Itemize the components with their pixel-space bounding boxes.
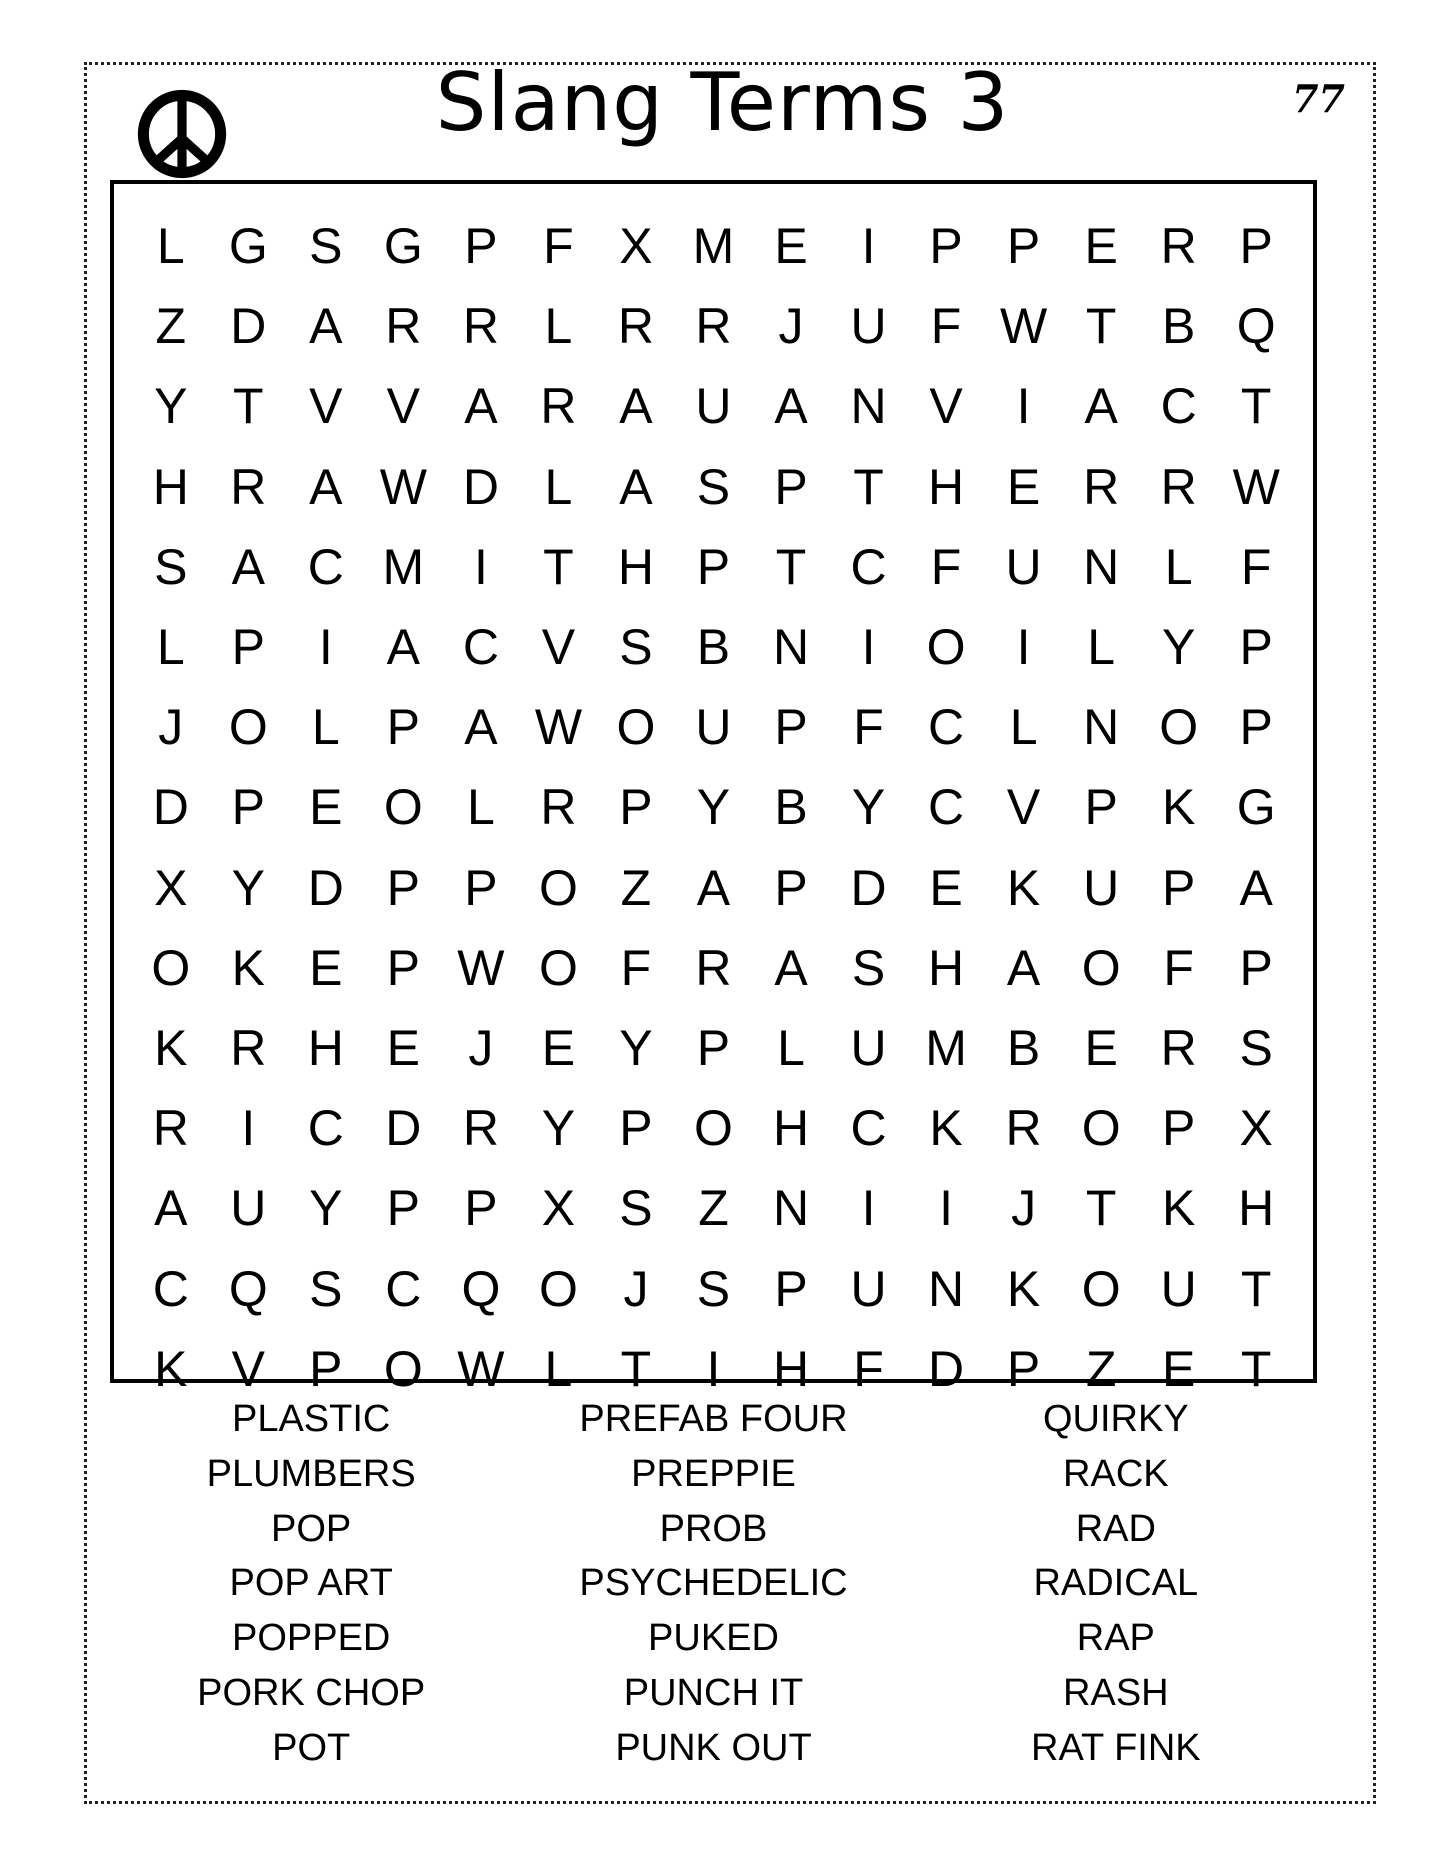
grid-letter[interactable]: P — [774, 859, 808, 916]
grid-letter[interactable]: O — [538, 859, 578, 916]
grid-letter[interactable]: U — [850, 1260, 887, 1317]
grid-row — [132, 286, 1295, 366]
grid-letter[interactable]: E — [1006, 458, 1041, 515]
grid-letter[interactable]: N — [1083, 538, 1120, 595]
grid-letter[interactable]: A — [1239, 859, 1273, 916]
grid-letter[interactable]: O — [383, 779, 423, 836]
grid-letter[interactable]: P — [386, 699, 421, 756]
grid-letter[interactable]: A — [619, 458, 653, 515]
word-list-item: RACK — [1063, 1452, 1169, 1495]
grid-letter[interactable]: T — [1240, 378, 1272, 435]
grid-letter[interactable]: V — [541, 619, 576, 676]
grid-row — [132, 928, 1295, 1008]
grid-letter[interactable]: Y — [851, 779, 886, 836]
grid-letter[interactable]: W — [457, 1340, 505, 1397]
grid-letter[interactable]: G — [1236, 779, 1276, 836]
grid-letter[interactable]: U — [1005, 538, 1042, 595]
grid-letter[interactable]: W — [1000, 298, 1048, 355]
grid-letter[interactable]: O — [1159, 699, 1199, 756]
grid-row — [132, 1168, 1295, 1248]
grid-letter[interactable]: U — [1160, 1260, 1197, 1317]
grid-letter[interactable]: C — [307, 1100, 344, 1157]
grid-letter[interactable]: S — [851, 939, 886, 996]
grid-letter[interactable]: W — [534, 699, 583, 756]
letter-grid — [110, 180, 1317, 1397]
grid-letter[interactable]: A — [774, 378, 808, 435]
grid-letter[interactable]: I — [241, 1100, 256, 1157]
grid-letter[interactable]: P — [231, 619, 265, 676]
grid-letter[interactable]: V — [231, 1340, 265, 1397]
grid-row — [132, 366, 1295, 446]
grid-letter[interactable]: J — [1011, 1180, 1037, 1237]
grid-letter[interactable]: U — [695, 378, 732, 435]
grid-letter[interactable]: R — [540, 378, 577, 435]
grid-letter[interactable]: S — [619, 1180, 653, 1237]
page-number: 77 — [1292, 76, 1345, 121]
word-list-item: PROB — [659, 1507, 768, 1550]
grid-letter[interactable]: P — [386, 1180, 421, 1237]
word-list-item: RAP — [1076, 1617, 1155, 1660]
grid-letter[interactable]: H — [307, 1019, 344, 1076]
grid-letter[interactable]: X — [1239, 1100, 1273, 1157]
grid-letter[interactable]: P — [1006, 218, 1041, 275]
grid-letter[interactable]: P — [1239, 218, 1273, 275]
grid-letter[interactable]: P — [929, 218, 963, 275]
grid-letter[interactable]: R — [152, 1100, 189, 1157]
grid-letter[interactable]: P — [1239, 619, 1273, 676]
grid-letter[interactable]: P — [1084, 779, 1118, 836]
grid-letter[interactable]: S — [696, 458, 731, 515]
grid-letter[interactable]: X — [154, 859, 188, 916]
grid-letter[interactable]: I — [706, 1340, 721, 1397]
grid-letter[interactable]: T — [233, 378, 264, 435]
grid-letter[interactable]: R — [617, 298, 654, 355]
grid-letter[interactable]: Q — [228, 1260, 268, 1317]
grid-letter[interactable]: S — [309, 218, 343, 275]
word-list-item: PUNCH IT — [623, 1671, 804, 1714]
grid-row — [132, 1008, 1295, 1088]
grid-letter[interactable]: E — [929, 859, 963, 916]
grid-letter[interactable]: Y — [541, 1100, 576, 1157]
grid-letter[interactable]: R — [1160, 218, 1197, 275]
grid-letter[interactable]: Y — [1161, 619, 1196, 676]
word-list-item: PLASTIC — [231, 1398, 391, 1440]
grid-letter[interactable]: A — [309, 298, 343, 355]
grid-letter[interactable]: P — [309, 1340, 343, 1397]
grid-letter[interactable]: Z — [155, 298, 187, 355]
grid-letter[interactable]: H — [617, 538, 654, 595]
grid-letter[interactable]: K — [1161, 779, 1196, 836]
word-list-column — [915, 1392, 1317, 1776]
grid-letter[interactable]: P — [464, 218, 498, 275]
grid-letter[interactable]: Y — [231, 859, 265, 916]
grid-letter[interactable]: O — [151, 939, 191, 996]
word-list-item: POPPED — [231, 1617, 391, 1660]
grid-letter[interactable]: O — [1081, 1260, 1121, 1317]
grid-letter[interactable]: D — [152, 779, 189, 836]
grid-letter[interactable]: T — [1240, 1340, 1272, 1397]
grid-letter[interactable]: H — [1238, 1180, 1275, 1237]
grid-row — [132, 607, 1295, 687]
grid-letter[interactable]: H — [928, 939, 965, 996]
grid-letter[interactable]: A — [696, 859, 731, 916]
grid-letter[interactable]: S — [619, 619, 653, 676]
grid-letter[interactable]: K — [1161, 1180, 1196, 1237]
grid-letter[interactable]: T — [1240, 1260, 1272, 1317]
grid-letter[interactable]: V — [309, 378, 343, 435]
word-list-item: PLUMBERS — [206, 1452, 416, 1495]
grid-letter[interactable]: P — [386, 939, 421, 996]
grid-letter[interactable]: L — [1087, 619, 1116, 676]
grid-letter[interactable]: J — [468, 1019, 494, 1076]
grid-letter[interactable]: L — [544, 458, 573, 515]
word-list-item: POP — [271, 1507, 352, 1550]
grid-letter[interactable]: R — [462, 1100, 499, 1157]
grid-letter[interactable]: A — [309, 458, 343, 515]
grid-letter[interactable]: B — [1161, 298, 1196, 355]
grid-letter[interactable]: W — [457, 939, 505, 996]
grid-letter[interactable]: F — [1240, 538, 1272, 595]
grid-letter[interactable]: A — [1006, 939, 1041, 996]
grid-letter[interactable]: C — [928, 699, 965, 756]
grid-letter[interactable]: M — [692, 218, 735, 275]
grid-letter[interactable]: K — [231, 939, 265, 996]
grid-letter[interactable]: L — [777, 1019, 805, 1076]
grid-letter[interactable]: R — [462, 298, 499, 355]
grid-letter[interactable]: C — [850, 538, 887, 595]
grid-letter[interactable]: P — [619, 779, 653, 836]
grid-letter[interactable]: O — [926, 619, 966, 676]
grid-letter[interactable]: C — [850, 1100, 887, 1157]
grid-letter[interactable]: P — [774, 699, 808, 756]
word-list-item: PREFAB FOUR — [579, 1398, 848, 1440]
grid-letter[interactable]: A — [231, 538, 265, 595]
grid-letter[interactable]: D — [307, 859, 344, 916]
grid-letter[interactable]: U — [850, 298, 887, 355]
word-list-item: PORK CHOP — [197, 1671, 426, 1714]
page-title: Slang Terms 3 — [435, 56, 1010, 149]
grid-letter[interactable]: K — [154, 1019, 188, 1076]
grid-letter[interactable]: X — [541, 1180, 576, 1237]
grid-letter[interactable]: P — [1006, 1340, 1041, 1397]
grid-letter[interactable]: J — [158, 699, 184, 756]
grid-letter[interactable]: S — [154, 538, 188, 595]
grid-letter[interactable]: M — [925, 1019, 967, 1076]
grid-letter[interactable]: M — [382, 538, 425, 595]
grid-letter[interactable]: I — [861, 1180, 876, 1237]
grid-letter[interactable]: T — [775, 538, 807, 595]
grid-letter[interactable]: D — [850, 859, 887, 916]
word-list-item: PSYCHEDELIC — [579, 1562, 848, 1605]
grid-letter[interactable]: D — [230, 298, 267, 355]
grid-letter[interactable]: P — [774, 1260, 808, 1317]
grid-letter[interactable]: I — [861, 218, 876, 275]
grid-letter[interactable]: X — [619, 218, 653, 275]
grid-letter[interactable]: L — [1164, 538, 1193, 595]
grid-letter[interactable]: E — [309, 779, 343, 836]
grid-letter[interactable]: O — [1081, 1100, 1121, 1157]
grid-letter[interactable]: L — [466, 779, 495, 836]
grid-letter[interactable]: L — [544, 298, 573, 355]
grid-letter[interactable]: E — [309, 939, 343, 996]
grid-letter[interactable]: Y — [619, 1019, 653, 1076]
grid-letter[interactable]: O — [228, 699, 268, 756]
grid-letter[interactable]: Y — [696, 779, 731, 836]
grid-letter[interactable]: R — [385, 298, 422, 355]
grid-letter[interactable]: P — [619, 1100, 653, 1157]
word-list-item: RAD — [1075, 1507, 1156, 1550]
grid-row — [132, 206, 1295, 286]
grid-letter[interactable]: U — [230, 1180, 267, 1237]
grid-letter[interactable]: T — [620, 1340, 652, 1397]
word-list-item: RAT FINK — [1031, 1726, 1201, 1769]
grid-letter[interactable]: L — [311, 699, 340, 756]
grid-letter[interactable]: K — [154, 1340, 188, 1397]
word-list-item: QUIRKY — [1042, 1398, 1189, 1440]
grid-letter[interactable]: T — [1085, 1180, 1117, 1237]
grid-letter[interactable]: I — [473, 538, 488, 595]
grid-letter[interactable]: K — [929, 1100, 963, 1157]
grid-letter[interactable]: P — [696, 1019, 731, 1076]
grid-letter[interactable]: A — [774, 939, 808, 996]
grid-letter[interactable]: L — [156, 218, 185, 275]
grid-letter[interactable]: A — [464, 378, 498, 435]
grid-letter[interactable]: C — [307, 538, 344, 595]
grid-letter[interactable]: O — [1081, 939, 1121, 996]
grid-letter[interactable]: R — [695, 939, 732, 996]
grid-letter[interactable]: H — [928, 458, 965, 515]
grid-letter[interactable]: W — [1232, 458, 1280, 515]
grid-letter[interactable]: A — [619, 378, 653, 435]
grid-letter[interactable]: C — [152, 1260, 189, 1317]
grid-letter[interactable]: N — [850, 378, 887, 435]
grid-row — [132, 447, 1295, 527]
grid-row — [132, 687, 1295, 767]
grid-letter[interactable]: P — [464, 859, 498, 916]
grid-letter[interactable]: H — [772, 1340, 810, 1397]
grid-letter[interactable]: N — [1083, 699, 1120, 756]
grid-letter[interactable]: E — [386, 1019, 421, 1076]
grid-letter[interactable]: K — [1006, 1260, 1041, 1317]
grid-letter[interactable]: A — [154, 1180, 188, 1237]
grid-letter[interactable]: D — [462, 458, 499, 515]
grid-letter[interactable]: S — [1239, 1019, 1273, 1076]
grid-letter[interactable]: A — [386, 619, 421, 676]
grid-letter[interactable]: P — [1161, 859, 1196, 916]
grid-letter[interactable]: R — [540, 779, 577, 836]
grid-letter[interactable]: E — [1161, 1340, 1196, 1397]
word-list-item: RADICAL — [1033, 1562, 1199, 1605]
grid-letter[interactable]: F — [543, 218, 574, 275]
grid-letter[interactable]: D — [385, 1100, 422, 1157]
grid-letter[interactable]: R — [1005, 1100, 1042, 1157]
grid-letter[interactable]: R — [1160, 1019, 1197, 1076]
grid-letter[interactable]: I — [1016, 619, 1031, 676]
grid-letter[interactable]: R — [1160, 458, 1197, 515]
grid-letter[interactable]: S — [309, 1260, 343, 1317]
grid-letter[interactable]: J — [778, 298, 804, 355]
grid-letter[interactable]: F — [930, 538, 962, 595]
word-list-item: RASH — [1063, 1671, 1169, 1714]
grid-letter[interactable]: T — [853, 458, 884, 515]
grid-letter[interactable]: Y — [309, 1180, 343, 1237]
grid-letter[interactable]: T — [543, 538, 574, 595]
grid-letter[interactable]: I — [1016, 378, 1031, 435]
grid-letter[interactable]: F — [930, 298, 962, 355]
grid-letter[interactable]: I — [318, 619, 333, 676]
grid-letter[interactable]: Z — [698, 1180, 729, 1237]
grid-letter[interactable]: P — [386, 859, 421, 916]
word-list-item: POP ART — [229, 1562, 393, 1605]
grid-row — [132, 527, 1295, 607]
grid-letter[interactable]: R — [1083, 458, 1120, 515]
grid-letter[interactable]: C — [462, 619, 499, 676]
grid-letter[interactable]: U — [695, 699, 732, 756]
grid-letter[interactable]: F — [620, 939, 652, 996]
grid-letter[interactable]: C — [1160, 378, 1197, 435]
grid-row — [132, 1088, 1295, 1168]
word-list-column — [512, 1392, 914, 1776]
grid-letter[interactable]: H — [152, 458, 189, 515]
grid-row — [132, 1248, 1295, 1328]
grid-letter[interactable]: T — [1085, 298, 1117, 355]
grid-letter[interactable]: O — [616, 699, 656, 756]
grid-letter[interactable]: N — [928, 1260, 965, 1317]
word-list-item: POT — [272, 1726, 351, 1769]
grid-letter[interactable]: E — [1084, 1019, 1118, 1076]
grid-letter[interactable]: F — [853, 1340, 884, 1397]
grid-letter[interactable]: Q — [461, 1260, 501, 1317]
grid-row — [132, 767, 1295, 847]
grid-letter[interactable]: D — [928, 1340, 965, 1397]
grid-letter[interactable]: F — [853, 699, 884, 756]
grid-letter[interactable]: I — [939, 1180, 954, 1237]
grid-letter[interactable]: O — [383, 1340, 423, 1397]
grid-letter[interactable]: W — [379, 458, 427, 515]
grid-letter[interactable]: A — [1084, 378, 1118, 435]
grid-letter[interactable]: B — [696, 619, 731, 676]
word-list-item: PUNK OUT — [615, 1726, 812, 1769]
grid-row — [132, 848, 1295, 928]
grid-letter[interactable]: L — [156, 619, 185, 676]
grid-letter[interactable]: L — [544, 1340, 573, 1397]
word-list-item: PUKED — [648, 1617, 779, 1660]
grid-letter[interactable]: O — [538, 1260, 578, 1317]
grid-letter[interactable]: J — [623, 1260, 649, 1317]
grid-letter[interactable]: A — [464, 699, 498, 756]
grid-letter[interactable]: O — [538, 939, 578, 996]
grid-letter[interactable]: C — [385, 1260, 422, 1317]
grid-letter[interactable]: R — [695, 298, 732, 355]
grid-letter[interactable]: N — [772, 619, 810, 676]
grid-letter[interactable]: E — [1084, 218, 1118, 275]
grid-letter[interactable]: P — [774, 458, 808, 515]
grid-letter[interactable]: Z — [620, 859, 652, 916]
word-list-item: PREPPIE — [631, 1452, 796, 1495]
grid-letter[interactable]: Q — [1236, 298, 1276, 355]
word-list-column — [110, 1392, 512, 1776]
grid-letter[interactable]: V — [386, 378, 421, 435]
grid-letter[interactable]: P — [1161, 1100, 1196, 1157]
grid-letter[interactable]: K — [1006, 859, 1041, 916]
grid-letter[interactable]: V — [1006, 779, 1041, 836]
grid-letter[interactable]: P — [1239, 699, 1273, 756]
grid-letter[interactable]: F — [1163, 939, 1194, 996]
grid-letter[interactable]: B — [1006, 1019, 1041, 1076]
grid-letter[interactable]: Z — [1085, 1340, 1117, 1397]
grid-letter[interactable]: U — [1083, 859, 1120, 916]
grid-letter[interactable]: Y — [154, 378, 188, 435]
grid-letter[interactable]: V — [929, 378, 963, 435]
grid-letter[interactable]: G — [383, 218, 423, 275]
grid-letter[interactable]: G — [228, 218, 268, 275]
grid-letter[interactable]: R — [230, 1019, 267, 1076]
grid-letter[interactable]: C — [928, 779, 965, 836]
grid-letter[interactable]: N — [772, 1180, 810, 1237]
grid-letter[interactable]: H — [772, 1100, 810, 1157]
word-list — [110, 1392, 1317, 1776]
grid-letter[interactable]: E — [774, 218, 808, 275]
grid-letter[interactable]: O — [694, 1100, 733, 1157]
grid-letter[interactable]: U — [850, 1019, 887, 1076]
grid-letter[interactable]: R — [230, 458, 267, 515]
grid-letter[interactable]: P — [1239, 939, 1273, 996]
grid-letter[interactable]: S — [696, 1260, 731, 1317]
grid-letter[interactable]: E — [541, 1019, 576, 1076]
grid-letter[interactable]: P — [696, 538, 731, 595]
grid-letter[interactable]: P — [464, 1180, 498, 1237]
grid-letter[interactable]: B — [774, 779, 808, 836]
grid-letter[interactable]: I — [861, 619, 876, 676]
grid-letter[interactable]: L — [1009, 699, 1038, 756]
grid-letter[interactable]: P — [231, 779, 265, 836]
